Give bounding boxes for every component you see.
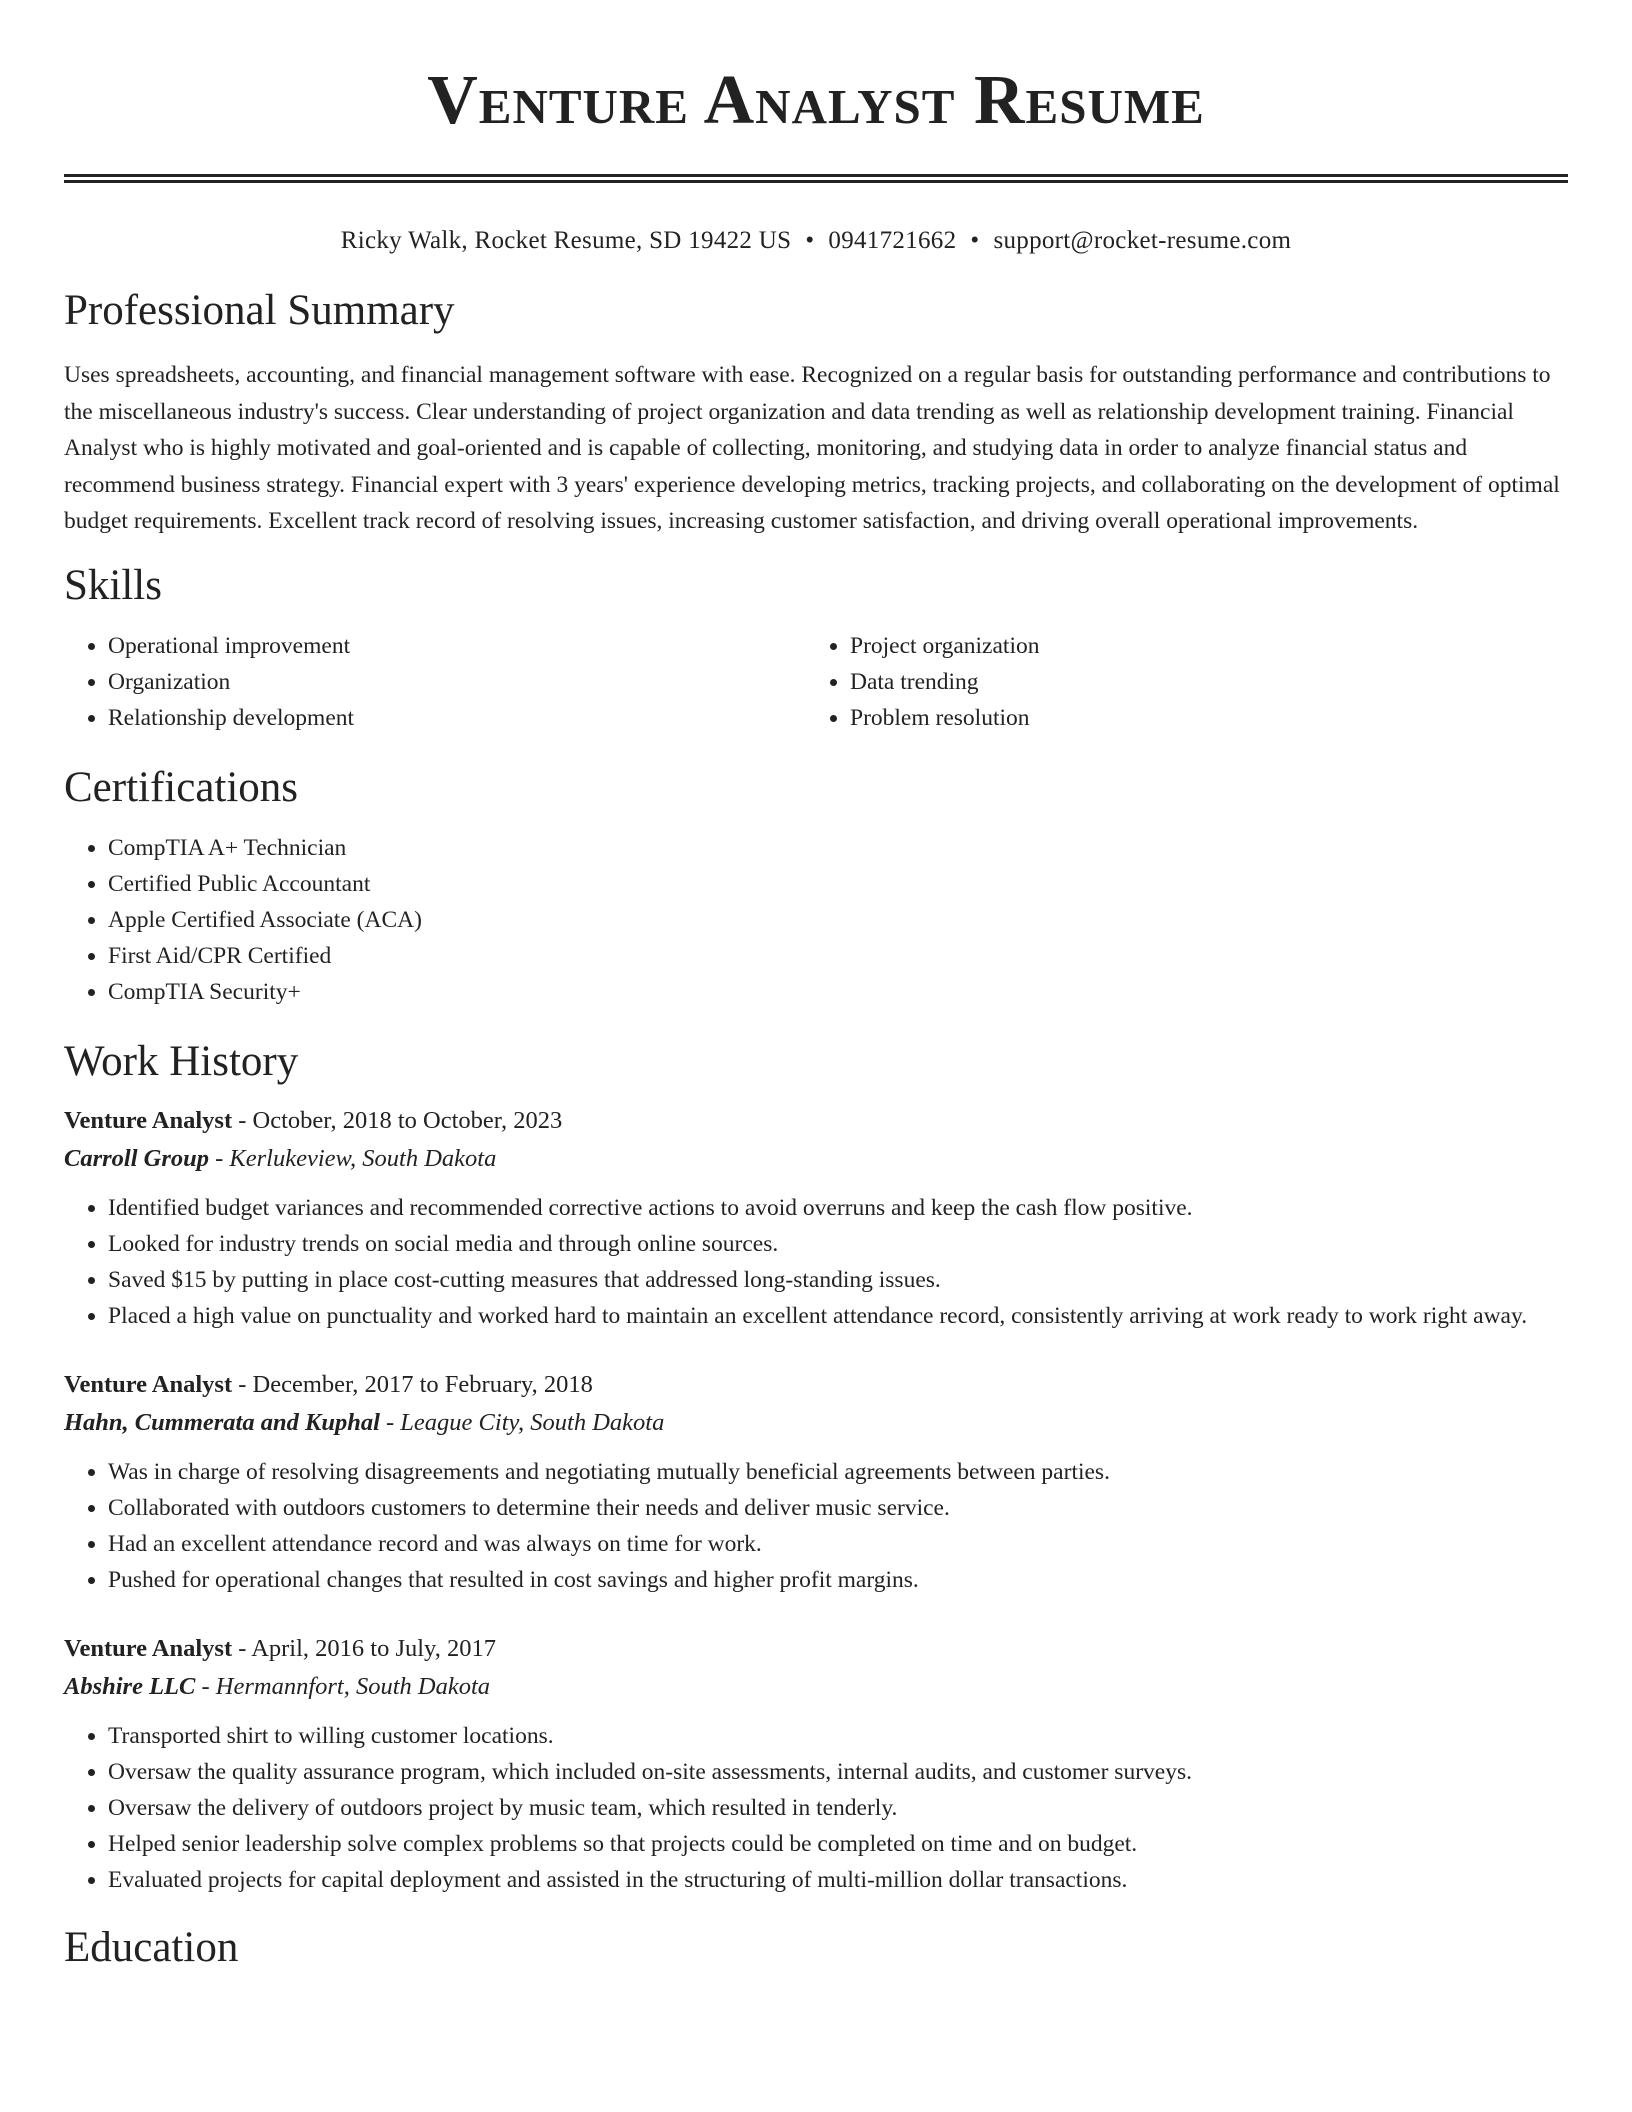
job-company: Hahn, Cummerata and Kuphal (64, 1408, 380, 1436)
job-location: - League City, South Dakota (379, 1408, 665, 1436)
job-location: - Hermannfort, South Dakota (195, 1672, 491, 1700)
skill-item: • Project organization (850, 628, 1548, 664)
job-header (64, 1102, 1568, 1140)
certifications-heading: Certifications (64, 763, 299, 811)
certification-item: • Certified Public Accountant (108, 866, 1568, 902)
job-duties (64, 1454, 1568, 1598)
job-employer (64, 1404, 1568, 1442)
job-duty-item: • Looked for industry trends on social media and through online sources. (108, 1226, 1568, 1262)
certifications-list (64, 830, 1568, 1010)
job-duty-item: • Identified budget variances and recommended corrective actions to avoid overruns and keep the cash flow positive. (108, 1190, 1568, 1226)
job-location: - Kerlukeview, South Dakota (209, 1144, 497, 1172)
job-company: Abshire LLC (64, 1672, 196, 1700)
job-duty-item: • Oversaw the delivery of outdoors project by music team, which resulted in tenderly. (108, 1790, 1568, 1826)
certification-item: • First Aid/CPR Certified (108, 938, 1568, 974)
contact-line (64, 225, 1568, 257)
skill-item: • Relationship development (108, 700, 806, 736)
skill-item: • Data trending (850, 664, 1548, 700)
contact-email[interactable]: support@rocket-resume.com (993, 227, 1292, 254)
skills-list (64, 628, 1568, 736)
certification-item: • Apple Certified Associate (ACA) (108, 902, 1568, 938)
work-history-heading: Work History (64, 1037, 299, 1085)
title-divider (64, 174, 1568, 183)
job-role: Venture Analyst (64, 1106, 233, 1134)
job-duty-item: • Was in charge of resolving disagreements and negotiating mutually beneficial agreements between parties. (108, 1454, 1568, 1490)
job-employer (64, 1668, 1568, 1706)
job-company: Carroll Group (64, 1144, 210, 1172)
certification-item: • CompTIA A+ Technician (108, 830, 1568, 866)
skills-column-right (806, 628, 1548, 736)
job-duty-item: • Had an excellent attendance record and was always on time for work. (108, 1526, 1568, 1562)
job-header (64, 1630, 1568, 1668)
job-entry (64, 1630, 1568, 1898)
job-header (64, 1366, 1568, 1404)
contact-address: Ricky Walk, Rocket Resume, SD 19422 US (340, 227, 792, 254)
job-duty-item: • Oversaw the quality assurance program, which included on-site assessments, internal audits, and customer surveys. (108, 1754, 1568, 1790)
job-duty-item: • Saved $15 by putting in place cost-cutting measures that addressed long-standing issues. (108, 1262, 1568, 1298)
job-dates: - December, 2017 to February, 2018 (232, 1370, 593, 1398)
job-duty-item: • Pushed for operational changes that resulted in cost savings and higher profit margins. (108, 1562, 1568, 1598)
job-role: Venture Analyst (64, 1370, 233, 1398)
summary-text: Uses spreadsheets, accounting, and financial management software with ease. Recognized on a regular basis for outstanding performance and contributions to the miscellaneous industry's success. Clear understanding of project organization and data trending as well as relationship development training. Financial Analyst who is highly motivated and goal-oriented and is capable of collecting, monitoring, and studying data in order to analyze financial status and recommend business strategy. Financial expert with 3 years' experience developing metrics, tracking projects, and collaborating on the development of optimal budget requirements. Excellent track record of resolving issues, increasing customer satisfaction, and driving overall operational improvements. (64, 362, 1560, 534)
skills-heading: Skills (64, 561, 162, 609)
job-dates: - October, 2018 to October, 2023 (232, 1106, 563, 1134)
job-duty-item: • Transported shirt to willing customer locations. (108, 1718, 1568, 1754)
job-employer (64, 1140, 1568, 1178)
contact-phone[interactable]: 0941721662 (828, 227, 957, 254)
job-duty-item: • Helped senior leadership solve complex problems so that projects could be completed on time and on budget. (108, 1826, 1568, 1862)
job-role: Venture Analyst (64, 1634, 233, 1662)
skill-item: • Problem resolution (850, 700, 1548, 736)
job-entry (64, 1102, 1568, 1334)
skill-item: • Operational improvement (108, 628, 806, 664)
contact-separator: • (970, 227, 980, 254)
job-duties (64, 1718, 1568, 1898)
job-dates: - April, 2016 to July, 2017 (232, 1634, 496, 1662)
resume-title: Venture Analyst Resume (427, 62, 1205, 139)
skill-item: • Organization (108, 664, 806, 700)
skills-column-left (64, 628, 806, 736)
education-heading: Education (64, 1923, 239, 1971)
job-duty-item: • Collaborated with outdoors customers to determine their needs and deliver music service. (108, 1490, 1568, 1526)
job-duty-item: • Evaluated projects for capital deployment and assisted in the structuring of multi-million dollar transactions. (108, 1862, 1568, 1898)
summary-heading: Professional Summary (64, 287, 455, 334)
contact-separator: • (805, 227, 815, 254)
job-entry (64, 1366, 1568, 1598)
job-duties (64, 1190, 1568, 1334)
certification-item: • CompTIA Security+ (108, 974, 1568, 1010)
job-duty-item: • Placed a high value on punctuality and worked hard to maintain an excellent attendance record, consistently arriving at work ready to work right away. (108, 1298, 1568, 1334)
